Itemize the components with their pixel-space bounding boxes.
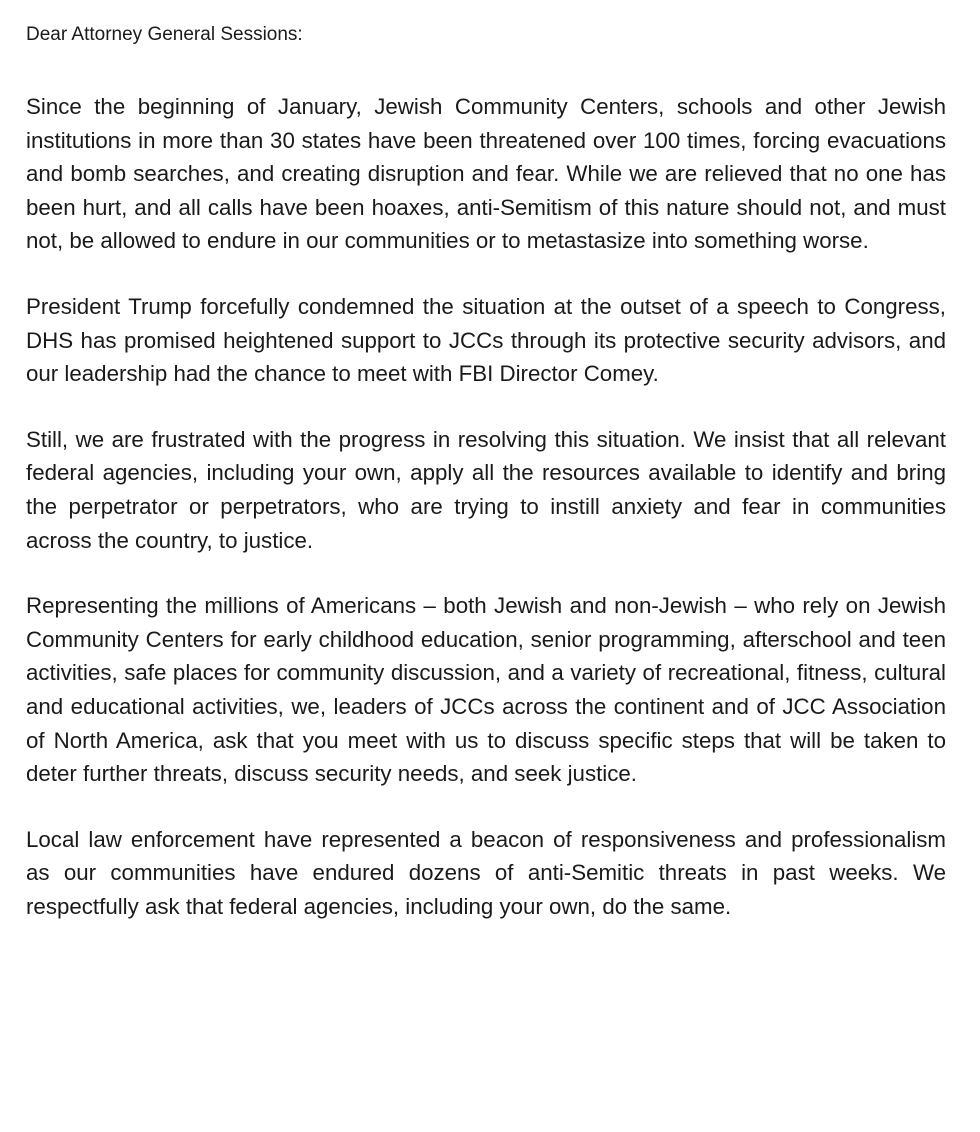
letter-body (26, 20, 946, 955)
salutation: Dear Attorney General Sessions: (26, 24, 303, 45)
paragraph-response: President Trump forcefully condemned the situation at the outset of a speech to Congress, DHS has promised heightened support to JCCs through its protective security advisors, and our leadership had the chance to meet with FBI Director Comey. (26, 293, 946, 387)
paragraph-request: Representing the millions of Americans – both Jewish and non-Jewish – who rely on Jewish Community Centers for early childhood education, senior programming, afterschool and teen activities, safe places for community discussion, and a variety of recreational, fitness, cultural and educational activities, we, leaders of JCCs across the continent and of JCC Association of North America, ask that you meet with us to discuss specific steps that will be taken to deter further threats, discuss security needs, and seek justice. (26, 593, 946, 787)
paragraph-frustration: Still, we are frustrated with the progress in resolving this situation. We insist that all relevant federal agencies, including your own, apply all the resources available to identify and bring the perpetrator or perpetrators, who are trying to instill anxiety and fear in communities across the country, to justice. (26, 426, 946, 553)
paragraph-threats: Since the beginning of January, Jewish Community Centers, schools and other Jewish institutions in more than 30 states have been threatened over 100 times, forcing evacuations and bomb searches, and creating disruption and fear. While we are relieved that no one has been hurt, and all calls have been hoaxes, anti-Semitism of this nature should not, and must not, be allowed to endure in our communities or to metastasize into something worse. (26, 94, 946, 254)
paragraph-law-enforcement: Local law enforcement have represented a beacon of responsiveness and professionalism as our communities have endured dozens of anti-Semitic threats in past weeks. We respectfully ask that federal agencies, including your own, do the same. (26, 826, 946, 919)
